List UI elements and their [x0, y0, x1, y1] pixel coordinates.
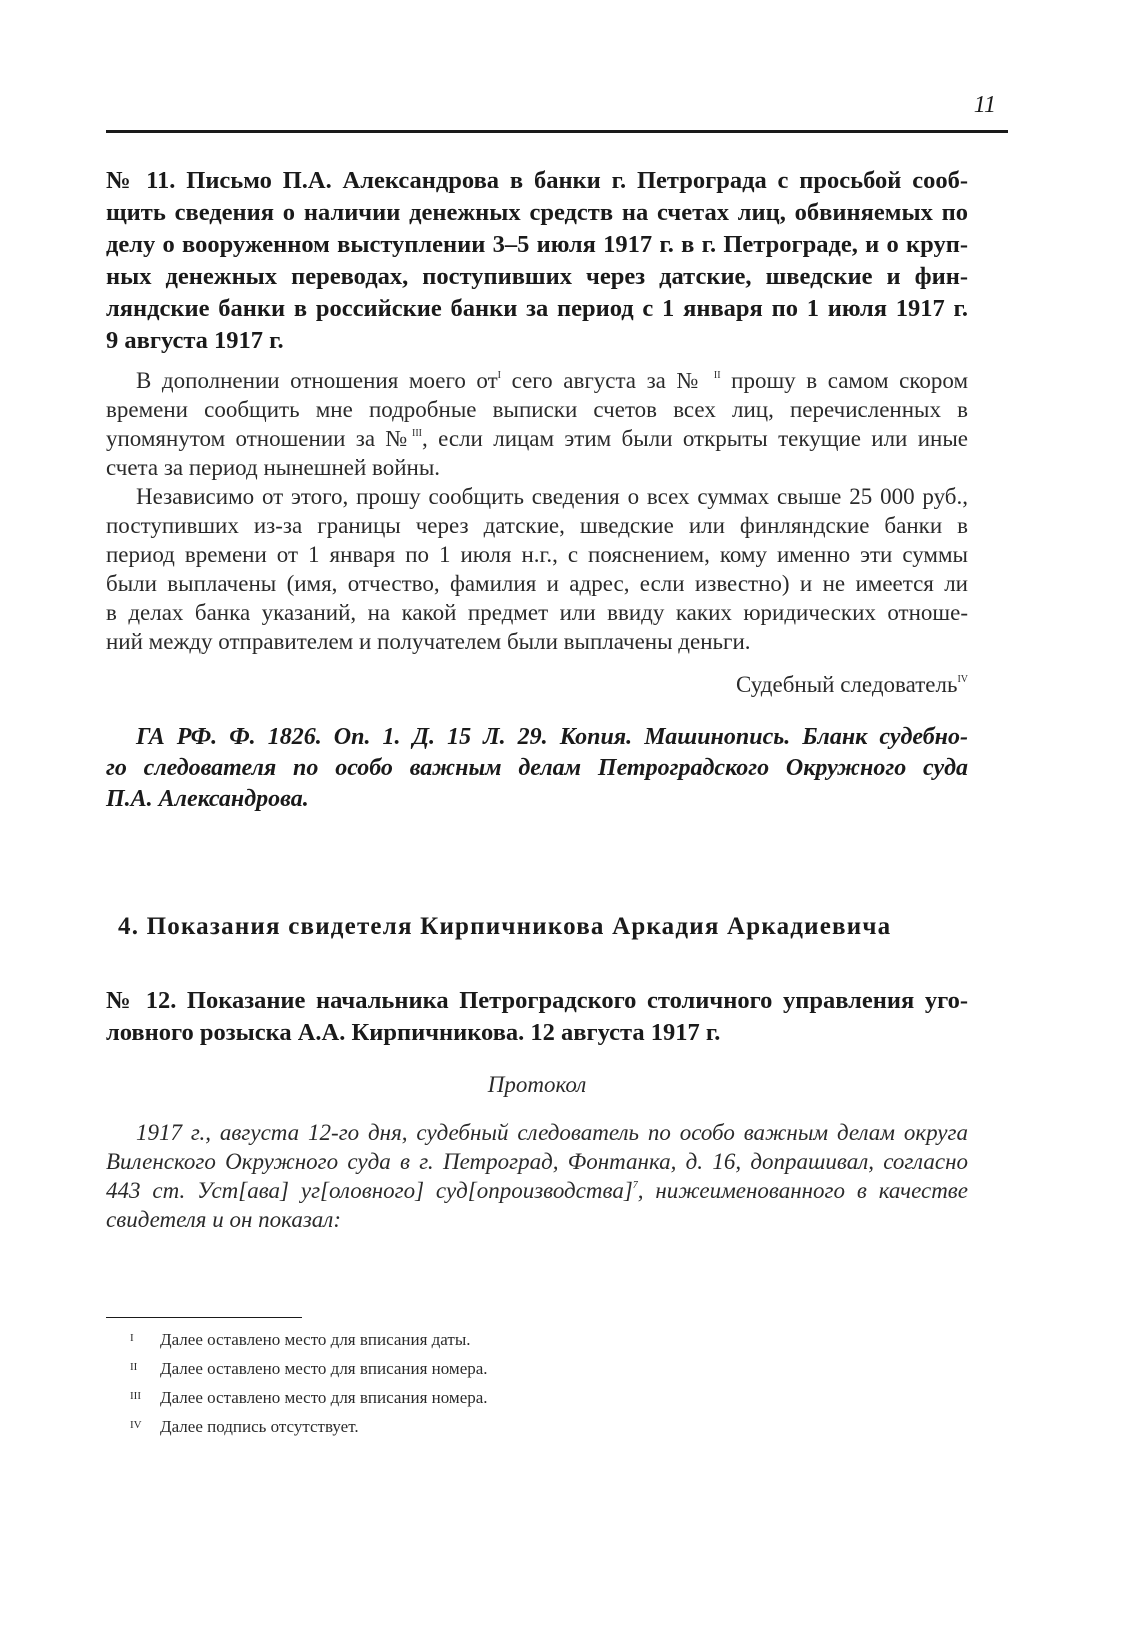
footnote-ref: IV: [957, 674, 968, 685]
protocol-line: 1917 г., августа 12-го дня, судебный следователь по особо важным делам округа: [136, 1120, 968, 1145]
paragraph-line: Независимо от этого, прошу сообщить сведения о всех суммах свыше 25 000 руб.,: [136, 484, 968, 509]
archive-line: П.А. Александрова.: [106, 786, 309, 812]
footnote-mark: IV: [130, 1419, 142, 1431]
archive-line: го следователя по особо важным делам Петроградского Окружного суда: [106, 755, 968, 781]
footnote-ref: 7: [632, 1180, 638, 1191]
footnote-text: Далее оставлено место для вписания номера.: [160, 1359, 488, 1378]
footnote: [130, 1359, 488, 1379]
heading-line: № 12. Показание начальника Петроградского столичного управления уго-: [106, 987, 968, 1014]
footnote-ref: III: [411, 428, 422, 439]
heading-line: делу о вооруженном выступлении 3–5 июля 1917 г. в г. Петрограде, и о круп-: [106, 231, 968, 258]
paragraph-2: [106, 482, 968, 656]
footnote-mark: II: [130, 1361, 138, 1373]
heading-line: № 11. Письмо П.А. Александрова в банки г. Петрограда с просьбой сооб-: [106, 167, 968, 194]
heading-line: ных денежных переводах, поступивших через датские, шведские и фин-: [106, 263, 968, 290]
paragraph-line: период времени от 1 января по 1 июля н.г., с пояснением, кому именно эти суммы: [106, 542, 968, 567]
archive-line: ГА РФ. Ф. 1826. Оп. 1. Д. 15 Л. 29. Копия. Машинопись. Бланк судебно-: [136, 724, 968, 750]
document-11-heading: [106, 165, 968, 357]
paragraph-line: времени сообщить мне подробные выписки счетов всех лиц, перечисленных в: [106, 397, 968, 422]
paragraph-line: были выплачены (имя, отчество, фамилия и адрес, если известно) и не имеется ли: [106, 571, 968, 596]
signature: Судебный следователь$^{IV}$: [735, 672, 968, 697]
paragraph-line: упомянутом отношении за №$^{III}$, если лицам этим были открыты текущие или иные: [106, 426, 968, 451]
footnote-ref: II: [713, 370, 721, 381]
footnote-text: Далее оставлено место для вписания даты.: [160, 1330, 471, 1349]
header-rule: [106, 130, 1008, 133]
page-number: 11: [973, 92, 996, 118]
footnote: [130, 1417, 359, 1437]
protocol-line: Виленского Окружного суда в г. Петроград, Фонтанка, д. 16, допрашивал, согласно: [106, 1149, 968, 1174]
protocol-title: Протокол: [487, 1072, 587, 1097]
protocol-text: [106, 1118, 968, 1234]
heading-line: 9 августа 1917 г.: [106, 327, 284, 354]
heading-line: ловного розыска А.А. Кирпичникова. 12 августа 1917 г.: [106, 1019, 721, 1046]
paragraph-line: ний между отправителем и получателем были выплачены деньги.: [106, 629, 751, 654]
paragraph-line: В дополнении отношения моего $от^I$ сего августа за № $^{II}$ прошу в самом скором: [136, 368, 968, 393]
footnote-text: Далее подпись отсутствует.: [160, 1417, 359, 1436]
protocol-line: свидетеля и он показал:: [106, 1207, 341, 1232]
paragraph-1: [106, 366, 968, 482]
archive-reference: [106, 722, 968, 815]
heading-line: щить сведения о наличии денежных средств на счетах лиц, обвиняемых по: [106, 199, 968, 226]
footnote-mark: I: [130, 1332, 134, 1344]
paragraph-line: в делах банка указаний, на какой предмет или ввиду каких юридических отноше-: [106, 600, 968, 625]
footnote: [130, 1330, 471, 1350]
footnote-mark: III: [130, 1390, 141, 1402]
footnote: [130, 1388, 488, 1408]
section-heading: 4. Показания свидетеля Кирпичникова Аркадия Аркадиевича: [118, 913, 892, 940]
document-12-heading: [106, 985, 968, 1049]
paragraph-line: поступивших из-за границы через датские, шведские или финляндские банки в: [106, 513, 968, 538]
heading-line: ляндские банки в российские банки за период с 1 января по 1 июля 1917 г.: [106, 295, 968, 322]
footnote-ref: I: [497, 370, 502, 381]
paragraph-line: счета за период нынешней войны.: [106, 455, 441, 480]
protocol-line: 443 ст. Уст[ава] уг[оловного] суд[опроизводства]$^7$, нижеименованного в качестве: [106, 1178, 968, 1203]
footnote-text: Далее оставлено место для вписания номера.: [160, 1388, 488, 1407]
footnote-rule: [106, 1317, 302, 1318]
